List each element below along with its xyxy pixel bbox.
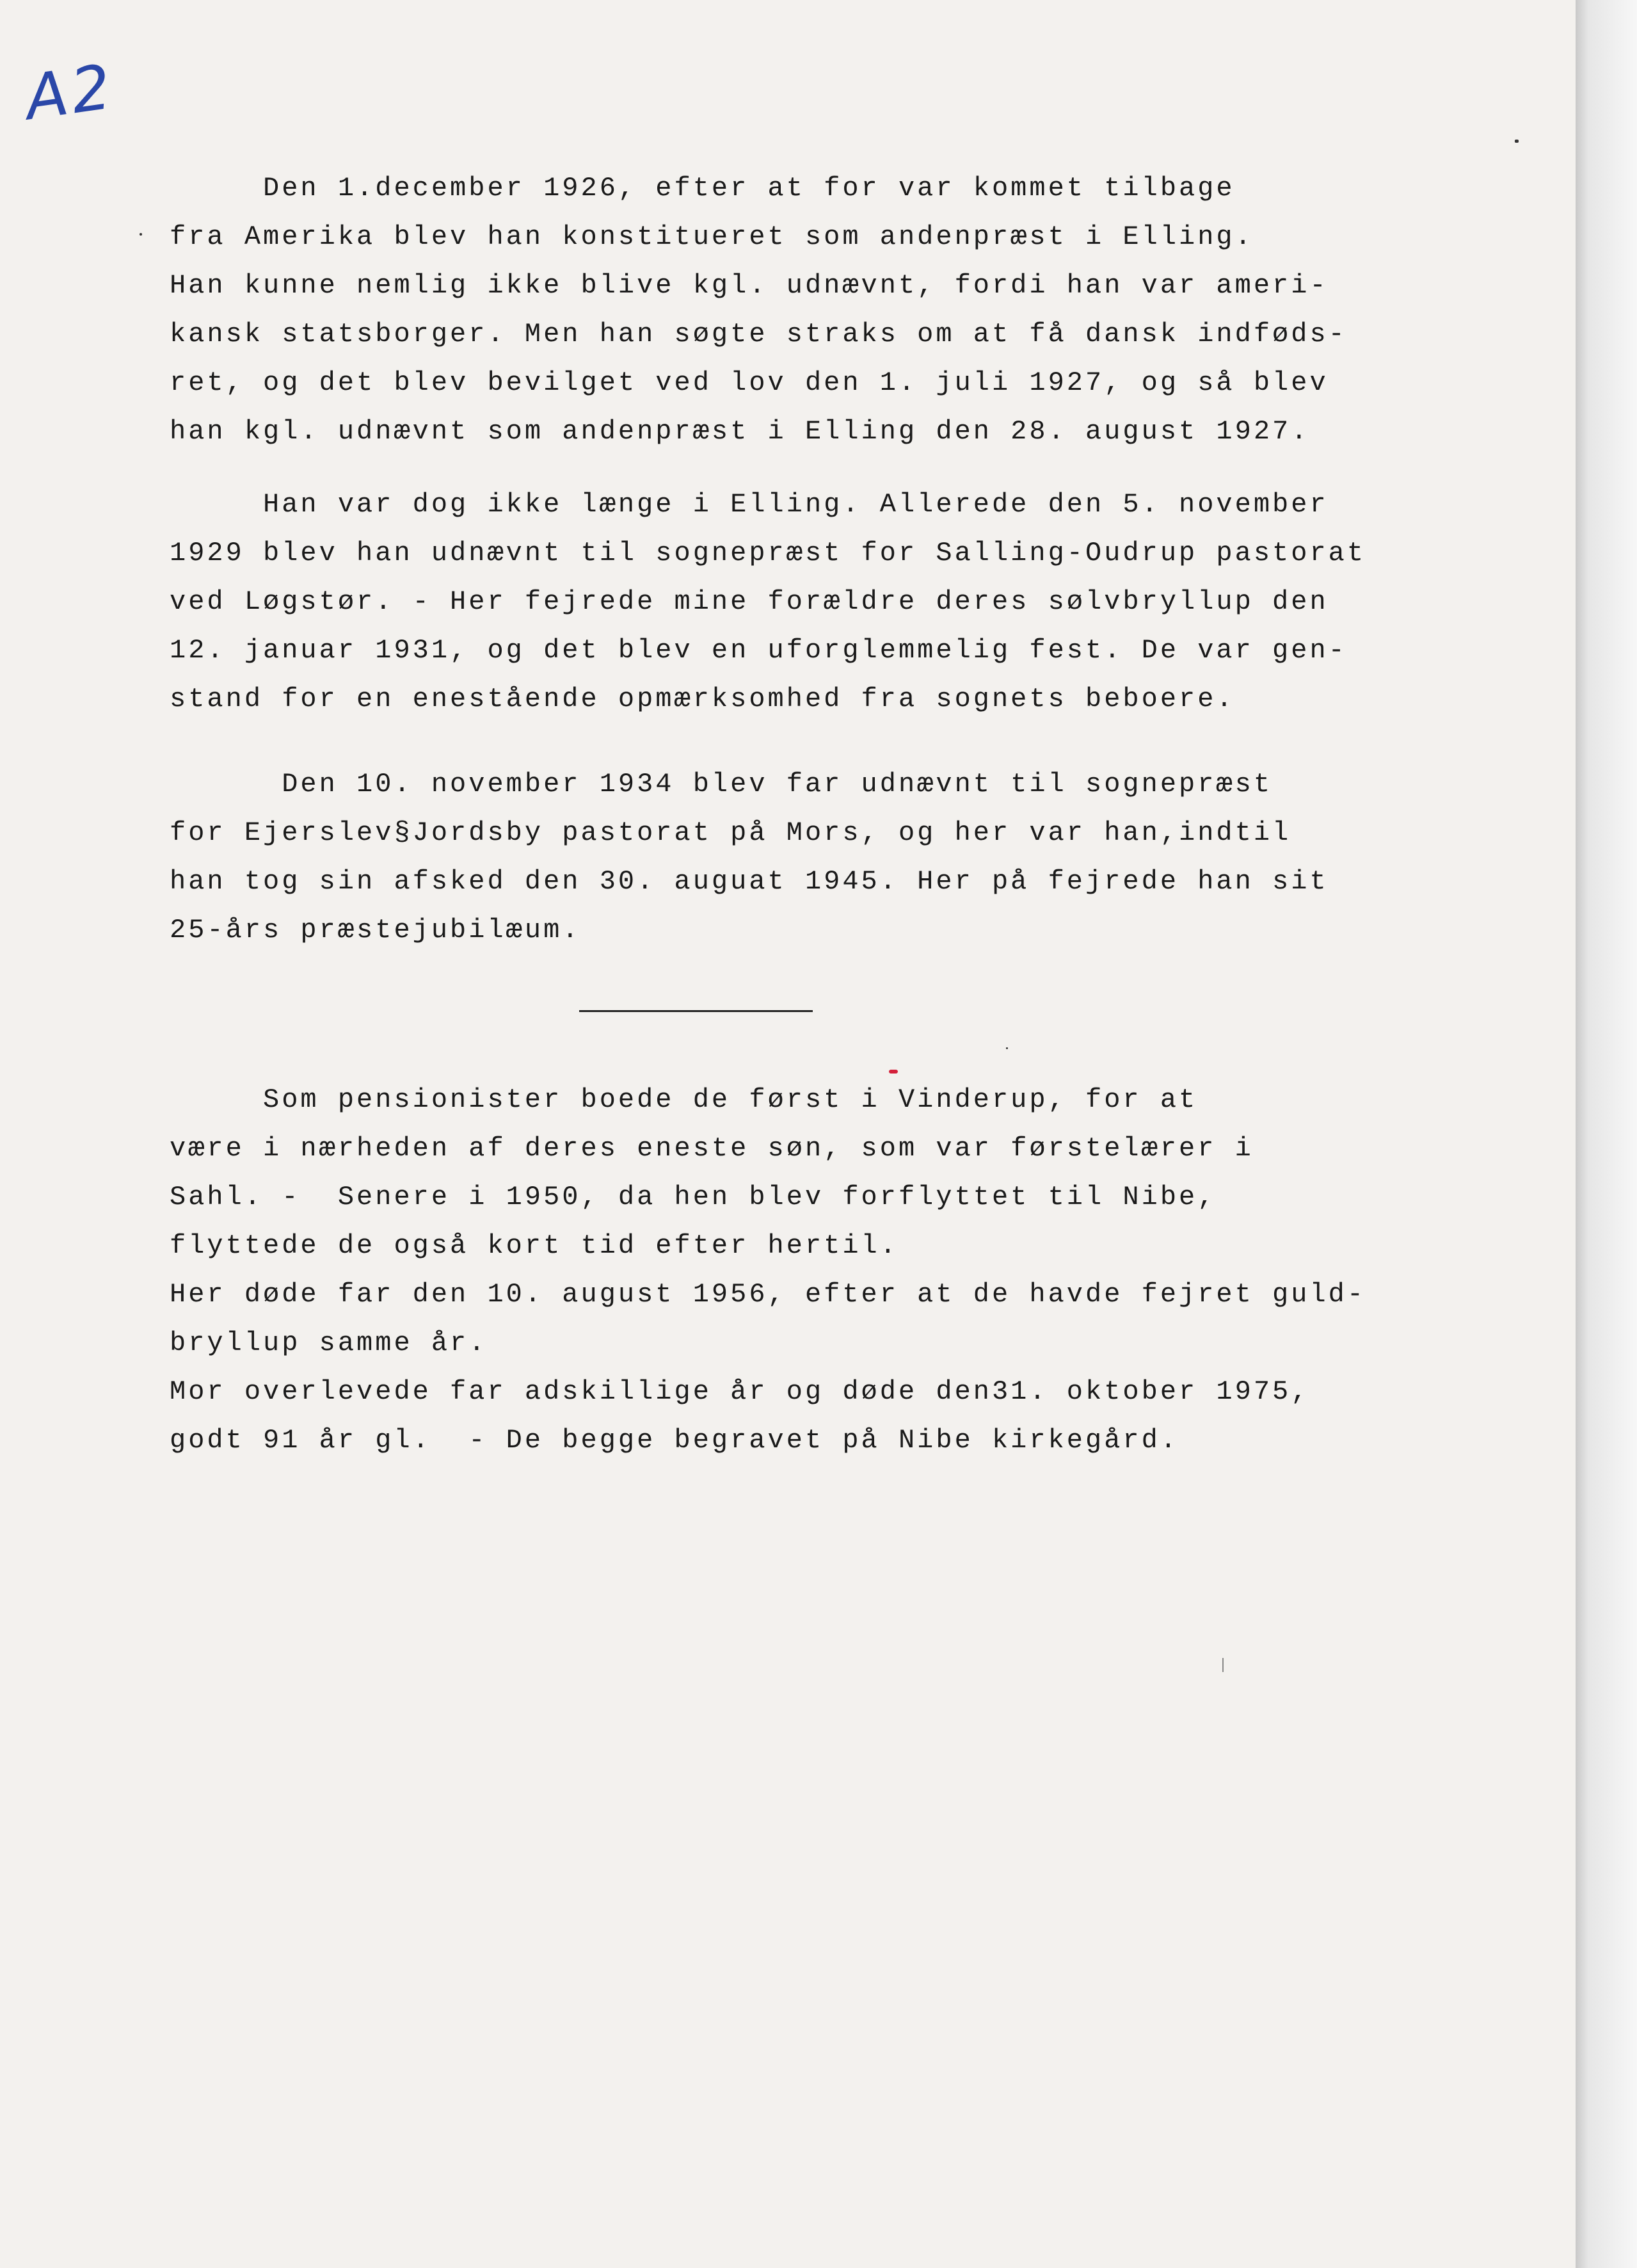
text-line: han tog sin afsked den 30. auguat 1945. Her på fejrede han sit xyxy=(170,866,1329,897)
text-line: 25-års præstejubilæum. xyxy=(170,915,581,945)
paragraph-1 xyxy=(170,164,1539,456)
text-line: Mor overlevede far adskillige år og døde den31. oktober 1975, xyxy=(170,1376,1310,1407)
text-line: flyttede de også kort tid efter hertil. xyxy=(170,1230,898,1261)
text-line: fra Amerika blev han konstitueret som andenpræst i Elling. xyxy=(170,221,1254,252)
text-line: Han kunne nemlig ikke blive kgl. udnævnt, fordi han var ameri- xyxy=(170,270,1329,301)
handwritten-page-number: A2 xyxy=(20,50,119,134)
section-divider xyxy=(579,1010,813,1012)
text-line: Den 10. november 1934 blev far udnævnt til sognepræst xyxy=(170,769,1273,800)
text-line: Her døde far den 10. august 1956, efter at de havde fejret guld- xyxy=(170,1279,1366,1310)
scan-speck xyxy=(1222,1658,1224,1672)
text-line: kansk statsborger. Men han søgte straks om at få dansk indføds- xyxy=(170,319,1347,350)
paragraph-2 xyxy=(170,480,1539,723)
scan-speck xyxy=(1006,1047,1008,1049)
text-line: Han var dog ikke længe i Elling. Allerede den 5. november xyxy=(170,489,1329,520)
paragraph-3 xyxy=(170,760,1539,954)
text-line: 1929 blev han udnævnt til sognepræst for Salling-Oudrup pastorat xyxy=(170,538,1366,568)
text-line: han kgl. udnævnt som andenpræst i Elling den 28. august 1927. xyxy=(170,416,1310,447)
scan-speck xyxy=(140,233,142,236)
red-ink-mark xyxy=(889,1070,898,1074)
text-line: Som pensionister boede de først i Vinderup, for at xyxy=(170,1084,1198,1115)
scan-speck xyxy=(1515,140,1519,143)
paragraph-4 xyxy=(170,1075,1539,1465)
text-line: være i nærheden af deres eneste søn, som var førstelærer i xyxy=(170,1133,1254,1164)
text-line: Sahl. - Senere i 1950, da hen blev forflyttet til Nibe, xyxy=(170,1182,1217,1212)
scanner-edge xyxy=(1576,0,1637,2268)
text-line: bryllup samme år. xyxy=(170,1328,488,1358)
text-line: ret, og det blev bevilget ved lov den 1. juli 1927, og så blev xyxy=(170,367,1329,398)
text-line: Den 1.december 1926, efter at for var kommet tilbage xyxy=(170,173,1235,204)
text-line: stand for en enestående opmærksomhed fra sognets beboere. xyxy=(170,684,1235,714)
text-line: godt 91 år gl. - De begge begravet på Nibe kirkegård. xyxy=(170,1425,1179,1456)
text-line: 12. januar 1931, og det blev en uforglemmelig fest. De var gen- xyxy=(170,635,1347,666)
text-line: for Ejerslev§Jordsby pastorat på Mors, og her var han,indtil xyxy=(170,817,1291,848)
text-line: ved Løgstør. - Her fejrede mine forældre deres sølvbryllup den xyxy=(170,586,1329,617)
